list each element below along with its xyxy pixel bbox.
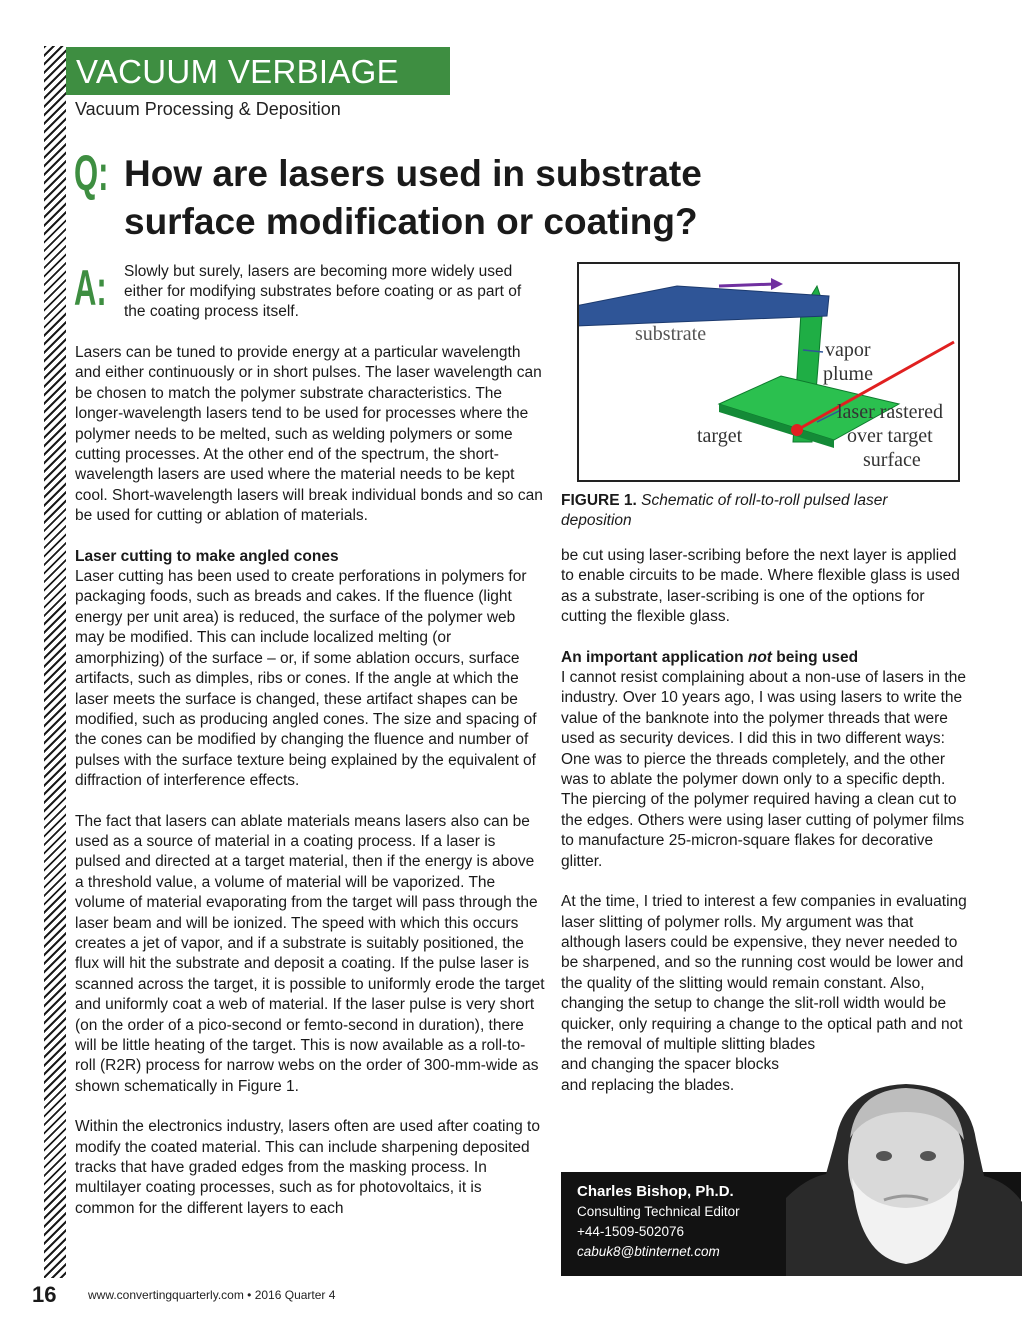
- heading-emphasis: not: [747, 648, 772, 666]
- laser-spot: [791, 424, 803, 436]
- left-paragraph-1: Lasers can be tuned to provide energy at a particular wavelength and either continuously or in short pulses. The laser wavelength can be chosen to match the polymer substrate characteristics. The longer-wavelength lasers tend to be used for processes where the polymer needs to be melted, such as welding polymers or some cutting processes. At the other end of the spectrum, the short-wavelength lasers are used where the material needs to be kept cool. Short-wavelength lasers will break individual bonds and so can be used for cutting or ablation of materials.: [75, 344, 543, 525]
- decorative-hatch-strip: [44, 46, 66, 1278]
- substrate-web: [579, 286, 829, 326]
- motion-arrow-head: [771, 278, 783, 290]
- label-over-target: over target: [847, 425, 933, 447]
- label-target: target: [697, 425, 743, 447]
- figure-caption: [561, 491, 961, 531]
- left-paragraph-2: Laser cutting has been used to create perforations in polymers for packaging foods, such as breads and cakes. If the fluence (light energy per unit area) is reduced, the surface of the polymer web may be modified. This can include localized melting (or amorphizing) of the surface – or, if some ablation occurs, surface artifacts, such as dimples, ribs or cones. If the angle at which the laser meets the surface is changed, these artifact shapes can be modified, such as producing angled cones. The size and spacing of the cones can be modified by changing the fluence and number of pulses with the surface texture being explained by the equivalent of diffraction of interference effects.: [75, 568, 537, 790]
- label-substrate: substrate: [635, 323, 707, 345]
- heading-part-1: An important application: [561, 648, 748, 666]
- label-vapor: vapor: [825, 339, 871, 361]
- label-laser-rastered: laser rastered: [837, 401, 944, 423]
- caption-label: FIGURE 1.: [561, 492, 637, 509]
- left-paragraph-3: The fact that lasers can ablate materials means lasers also can be used as a source of material in a coating process. If a laser is pulsed and directed at a target material, then if the energy is above a threshold value, a volume of material will be vaporized. The volume of material evaporating from the target will pass through the laser beam and will be ionized. The speed with which this occurs creates a jet of vapor, and if a substrate is suitably positioned, the flux will hit the substrate and deposit a coating. If the pulse laser is scanned across the target, it is possible to uniformly erode the target and uniformly coat a web of material. If the laser pulse is very short (on the order of a pico-second or femto-second in duration), there will be little heating of the target. This is now available as a roll-to-roll (R2R) process for narrow webs on the order of 300-mm-wide as shown schematically in Figure 1.: [75, 812, 545, 1095]
- author-email[interactable]: cabuk8@btinternet.com: [577, 1244, 720, 1259]
- label-plume: plume: [823, 363, 873, 385]
- author-phone: +44-1509-502076: [577, 1224, 684, 1239]
- schematic-illustration: [579, 264, 958, 480]
- page-number: 16: [32, 1282, 57, 1307]
- right-paragraph-3-line-b: and replacing the blades.: [561, 1076, 735, 1094]
- subheading-laser-cutting: Laser cutting to make angled cones: [75, 547, 339, 565]
- right-paragraph-3-main: At the time, I tried to interest a few companies in evaluating laser slitting of polymer rolls. My argument was that although lasers could be expensive, they never needed to be sharpened, and so the running cost would be lower and the quality of the slitting would remain constant. Also, changing the setup to change the slit-roll width would be quicker, only requiring a change to the optical path and not the removal of multiple slitting blades: [561, 893, 967, 1053]
- motion-arrow-line: [719, 284, 775, 286]
- left-paragraph-4: Within the electronics industry, lasers often are used after coating to modify the coated material. This can include sharpening deposited tracks that have graded edges from the masking process. In multilayer coating processes, such as for photovoltaics, it is common for the different layers to each: [75, 1118, 540, 1217]
- section-subtitle: Vacuum Processing & Deposition: [75, 99, 341, 119]
- right-paragraph-2: I cannot resist complaining about a non-use of lasers in the industry. Over 10 years ago, I was using lasers to write the value of the banknote into the polymer threads that were used as security devices. I did this in two different ways: One was to pierce the threads completely, and the other was to ablate the polymer down only to a specific depth. The piercing of the polymer required having a clean cut to the edges. Others were using laser cutting of polymer films to manufacture 25-micron-square flakes for decorative glitter.: [561, 669, 966, 870]
- right-paragraph-3: [561, 892, 971, 1096]
- subheading-important-application: [561, 648, 971, 668]
- right-paragraph-1: be cut using laser-scribing before the next layer is applied to enable circuits to be made. Where flexible glass is used as a substrate, laser-scribing is one of the options for cutting the flexible glass.: [561, 547, 960, 626]
- answer-label: A:: [74, 260, 107, 316]
- right-column: [561, 546, 971, 1096]
- question-label: Q:: [74, 145, 109, 201]
- caption-text: Schematic of roll-to-roll pulsed laser deposition: [561, 492, 888, 529]
- label-surface: surface: [863, 449, 921, 471]
- section-banner: VACUUM VERBIAGE: [66, 47, 450, 95]
- heading-part-2: being used: [771, 648, 859, 666]
- left-column: [75, 343, 545, 1219]
- author-photo: [786, 1078, 1022, 1276]
- question-title: How are lasers used in substrate surface modification or coating?: [124, 153, 702, 242]
- author-name: Charles Bishop, Ph.D.: [577, 1183, 734, 1200]
- footer-text: www.convertingquarterly.com • 2016 Quarter 4: [88, 1288, 336, 1302]
- answer-lead: Slowly but surely, lasers are becoming more widely used either for modifying substrates before coating or as part of the coating process itself.: [124, 263, 522, 320]
- author-title: Consulting Technical Editor: [577, 1204, 740, 1219]
- figure-schematic: [577, 262, 960, 482]
- right-paragraph-3-line-a: and changing the spacer blocks: [561, 1056, 780, 1074]
